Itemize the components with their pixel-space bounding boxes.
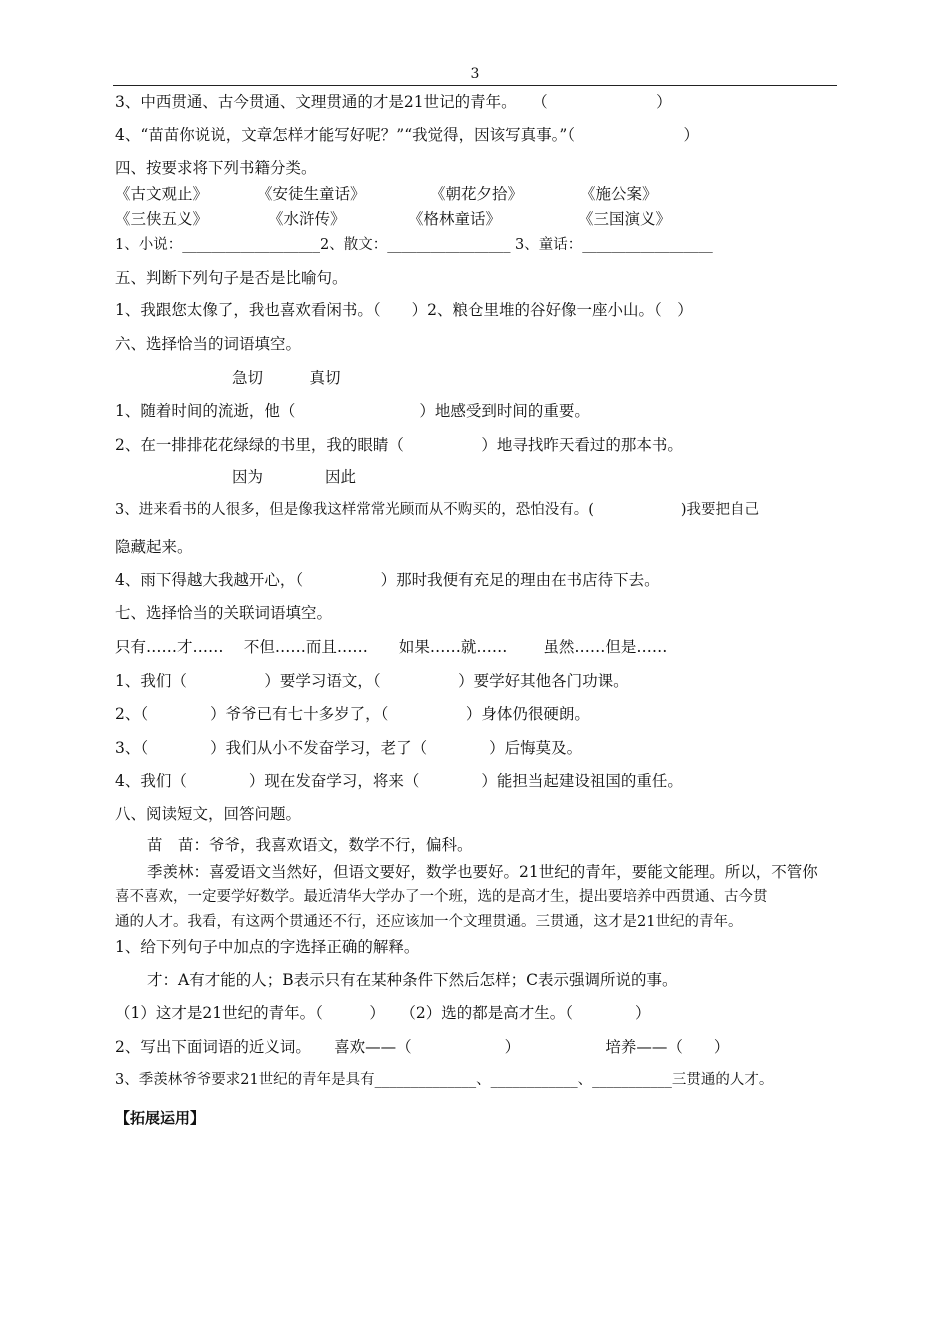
section-heading: 五、判断下列句子是否是比喻句。 — [115, 269, 348, 287]
text-line: 2、（ ）爷爷已有七十多岁了，（ ）身体仍很硬朗。 — [115, 705, 590, 723]
question-line: （1）这才是21世纪的青年。（ ） （2）选的都是高才生。（ ） — [115, 1004, 651, 1022]
passage-line: 苗 苗：爷爷，我喜欢语文，数学不行，偏科。 — [147, 836, 473, 854]
section-heading: 四、按要求将下列书籍分类。 — [115, 159, 317, 177]
question-line: 才：A有才能的人；B表示只有在某种条件下然后怎样；C表示强调所说的事。 — [147, 971, 678, 989]
text-line: 3、进来看书的人很多，但是像我这样常常光顾而从不购买的，恐怕没有。( )我要把自己 — [115, 502, 760, 518]
book-item: 《施公案》 — [580, 185, 658, 203]
text-line: 4、我们（ ）现在发奋学习，将来（ ）能担当起建设祖国的重任。 — [115, 772, 683, 790]
word-choices: 只有……才…… 不但……而且…… 如果……就…… 虽然……但是…… — [115, 638, 668, 656]
word-choices: 因为 因此 — [232, 468, 357, 486]
text-line: 1、随着时间的流逝，他（ ）地感受到时间的重要。 — [115, 402, 590, 420]
question-line: 3、季羡林爷爷要求21世纪的青年是具有______________、____________、___________三贯通的人才。 — [115, 1072, 774, 1088]
section-heading: 六、选择恰当的词语填空。 — [115, 335, 302, 353]
book-item: 《三侠五义》 — [115, 210, 209, 228]
text-line: 4、“苗苗你说说，文章怎样才能写好呢？”“我觉得，因该写真事。”（ ） — [115, 126, 700, 144]
section-heading: 八、阅读短文，回答问题。 — [115, 805, 302, 823]
text-line: 4、雨下得越大我越开心，（ ）那时我便有充足的理由在书店待下去。 — [115, 571, 660, 589]
passage-line: 季羡林：喜爱语文当然好，但语文要好，数学也要好。21世纪的青年，要能文能理。所以，不管你 — [147, 863, 818, 881]
section-heading: 七、选择恰当的关联词语填空。 — [115, 604, 333, 622]
book-item: 《安徒生童话》 — [257, 185, 366, 203]
book-item: 《格林童话》 — [408, 210, 502, 228]
text-line: 1、我们（ ）要学习语文，（ ）要学好其他各门功课。 — [115, 672, 629, 690]
text-line: 3、（ ）我们从小不发奋学习，老了（ ）后悔莫及。 — [115, 739, 583, 757]
book-item: 《水浒传》 — [268, 210, 346, 228]
section-title: 【拓展运用】 — [115, 1109, 206, 1127]
text-line: 1、小说：___________________2、散文：_________________ 3、童话：__________________ — [115, 237, 713, 253]
passage-line: 喜不喜欢，一定要学好数学。最近清华大学办了一个班，选的是高才生，提出要培养中西贯通、古今贯 — [115, 889, 768, 905]
text-line: 2、在一排排花花绿绿的书里，我的眼睛（ ）地寻找昨天看过的那本书。 — [115, 436, 683, 454]
question-line: 1、给下列句子中加点的字选择正确的解释。 — [115, 938, 420, 956]
book-item: 《三国演义》 — [578, 210, 672, 228]
word-choices: 急切 真切 — [232, 369, 341, 387]
text-line: 3、中西贯通、古今贯通、文理贯通的才是21世记的青年。 （ ） — [115, 93, 672, 111]
page-number: 3 — [470, 66, 480, 82]
question-line: 2、写出下面词语的近义词。 喜欢——（ ） 培养——（ ） — [115, 1038, 730, 1056]
text-line: 1、我跟您太像了，我也喜欢看闲书。（ ）2、粮仓里堆的谷好像一座小山。（ ） — [115, 301, 693, 319]
text-line: 隐藏起来。 — [115, 538, 193, 556]
book-item: 《古文观止》 — [115, 185, 209, 203]
header-rule — [113, 85, 837, 86]
book-item: 《朝花夕拾》 — [430, 185, 524, 203]
passage-line: 通的人才。我看，有这两个贯通还不行，还应该加一个文理贯通。三贯通，这才是21世纪的青年。 — [115, 914, 743, 930]
